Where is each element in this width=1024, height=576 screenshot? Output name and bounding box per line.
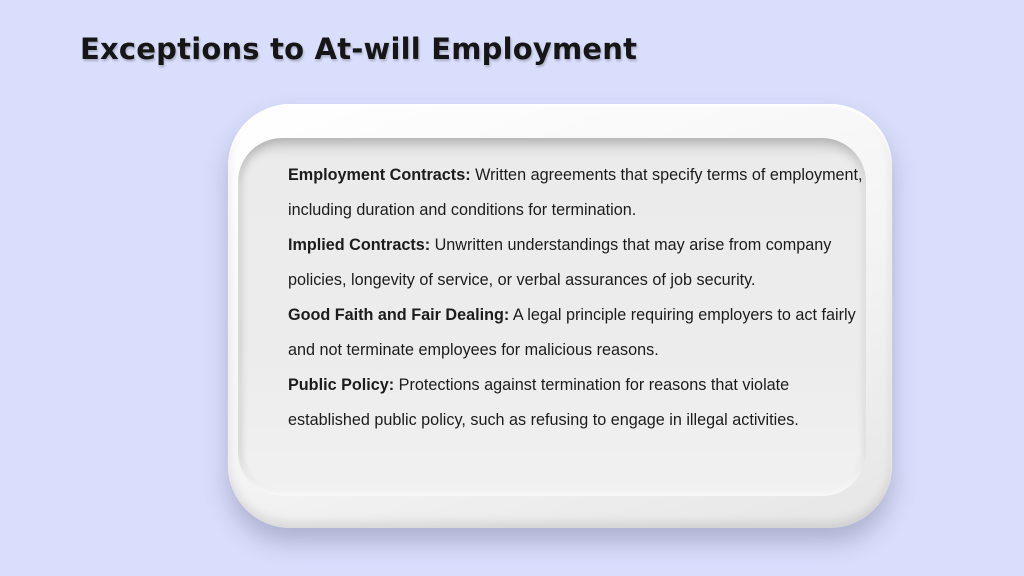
item-description: Written agreements that specify terms of employment, including duration and conditions for termination. (288, 166, 863, 219)
item-term: Public Policy: (288, 376, 395, 394)
list-item-implied-contracts (288, 228, 868, 298)
list-item-public-policy (288, 368, 868, 438)
item-term: Employment Contracts: (288, 166, 471, 184)
list-item-good-faith (288, 298, 868, 368)
list-item-employment-contracts (288, 158, 868, 228)
item-term: Implied Contracts: (288, 236, 431, 254)
exceptions-list (288, 158, 868, 438)
slide-title: Exceptions to At-will Employment (80, 32, 638, 66)
item-description: A legal principle requiring employers to act fairly and not terminate employees for malicious reasons. (288, 306, 856, 359)
item-description: Unwritten understandings that may arise from company policies, longevity of service, or verbal assurances of job security. (288, 236, 832, 289)
item-description: Protections against termination for reasons that violate established public policy, such as refusing to engage in illegal activities. (288, 376, 799, 429)
item-term: Good Faith and Fair Dealing: (288, 306, 510, 324)
